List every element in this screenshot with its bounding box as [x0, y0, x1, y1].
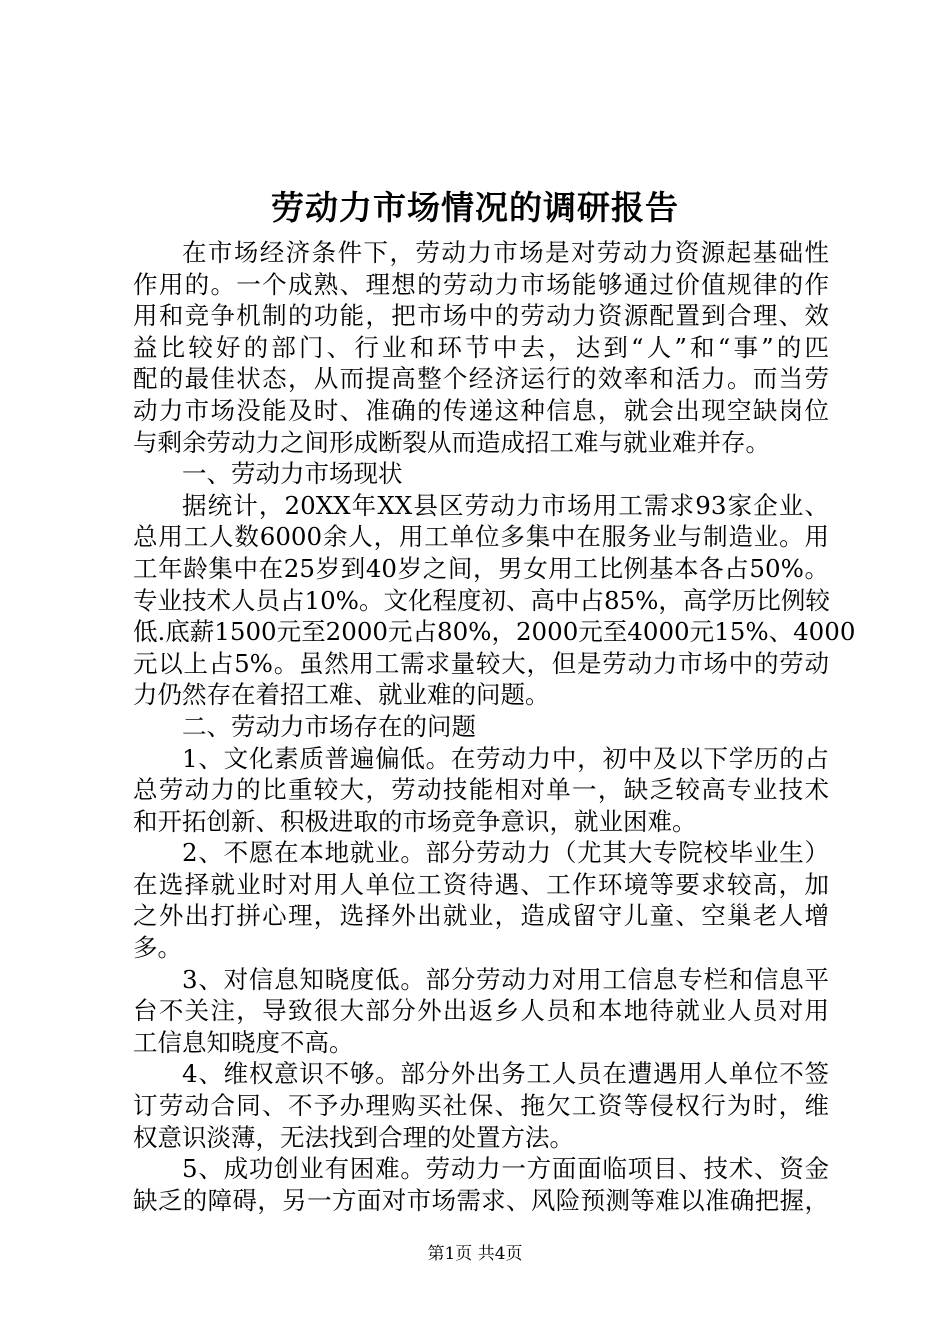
- text-line: 工信息知晓度不高。: [133, 1027, 354, 1057]
- text-line: 总用工人数6000余人，用工单位多集中在服务业与制造业。用: [133, 522, 829, 552]
- text-line: 动力市场没能及时、准确的传递这种信息，就会出现空缺岗位: [133, 395, 829, 425]
- text-line: 专业技术人员占10%。文化程度初、高中占85%，高学历比例较: [133, 585, 830, 615]
- text-line: 权意识淡薄，无法找到合理的处置方法。: [133, 1122, 574, 1152]
- text-line: 订劳动合同、不予办理购买社保、拖欠工资等侵权行为时，维: [133, 1091, 829, 1121]
- text-line: 5、成功创业有困难。劳动力一方面面临项目、技术、资金: [182, 1154, 829, 1184]
- text-line: 总劳动力的比重较大，劳动技能相对单一，缺乏较高专业技术: [133, 775, 829, 805]
- document-title: 劳动力市场情况的调研报告: [271, 188, 679, 227]
- text-line: 1、文化素质普遍偏低。在劳动力中，初中及以下学历的占: [182, 743, 829, 773]
- text-line: 缺乏的障碍，另一方面对市场需求、风险预测等难以准确把握，: [133, 1185, 829, 1215]
- text-line: 益比较好的部门、行业和环节中去，达到“人”和“事”的匹: [133, 332, 829, 362]
- text-line: 工年龄集中在25岁到40岁之间，男女用工比例基本各占50%。: [133, 553, 829, 583]
- text-line: 配的最佳状态，从而提高整个经济运行的效率和活力。而当劳: [133, 364, 829, 394]
- text-line: 台不关注，导致很大部分外出返乡人员和本地待就业人员对用: [133, 996, 829, 1026]
- text-line: 4、维权意识不够。部分外出务工人员在遭遇用人单位不签: [182, 1059, 829, 1089]
- text-line: 二、劳动力市场存在的问题: [182, 711, 476, 741]
- text-line: 在市场经济条件下，劳动力市场是对劳动力资源起基础性: [182, 238, 829, 267]
- text-line: 与剩余劳动力之间形成断裂从而造成招工难与就业难并存。: [133, 427, 770, 457]
- text-line: 元以上占5%。虽然用工需求量较大，但是劳动力市场中的劳动: [133, 648, 829, 678]
- text-line: 用和竞争机制的功能，把市场中的劳动力资源配置到合理、效: [133, 301, 829, 331]
- text-line: 据统计，20XX年XX县区劳动力市场用工需求93家企业、: [182, 490, 829, 520]
- text-line: 力仍然存在着招工难、就业难的问题。: [133, 680, 550, 710]
- text-line: 在选择就业时对用人单位工资待遇、工作环境等要求较高，加: [133, 869, 829, 899]
- text-line: 之外出打拼心理，选择外出就业，造成留守儿童、空巢老人增: [133, 901, 829, 931]
- text-line: 3、对信息知晓度低。部分劳动力对用工信息专栏和信息平: [182, 964, 829, 994]
- text-line: 作用的。一个成熟、理想的劳动力市场能够通过价值规律的作: [133, 269, 829, 299]
- text-line: 2、不愿在本地就业。部分劳动力（尤其大专院校毕业生）: [182, 838, 829, 868]
- text-line: 多。: [133, 933, 182, 963]
- text-line: 一、劳动力市场现状: [182, 459, 403, 489]
- text-line: 低.底薪1500元至2000元占80%，2000元至4000元15%、4000: [133, 617, 856, 647]
- document-body: [133, 237, 856, 1216]
- page-footer: 第1页 共4页: [427, 1244, 523, 1264]
- text-line: 和开拓创新、积极进取的市场竞争意识，就业困难。: [133, 806, 697, 836]
